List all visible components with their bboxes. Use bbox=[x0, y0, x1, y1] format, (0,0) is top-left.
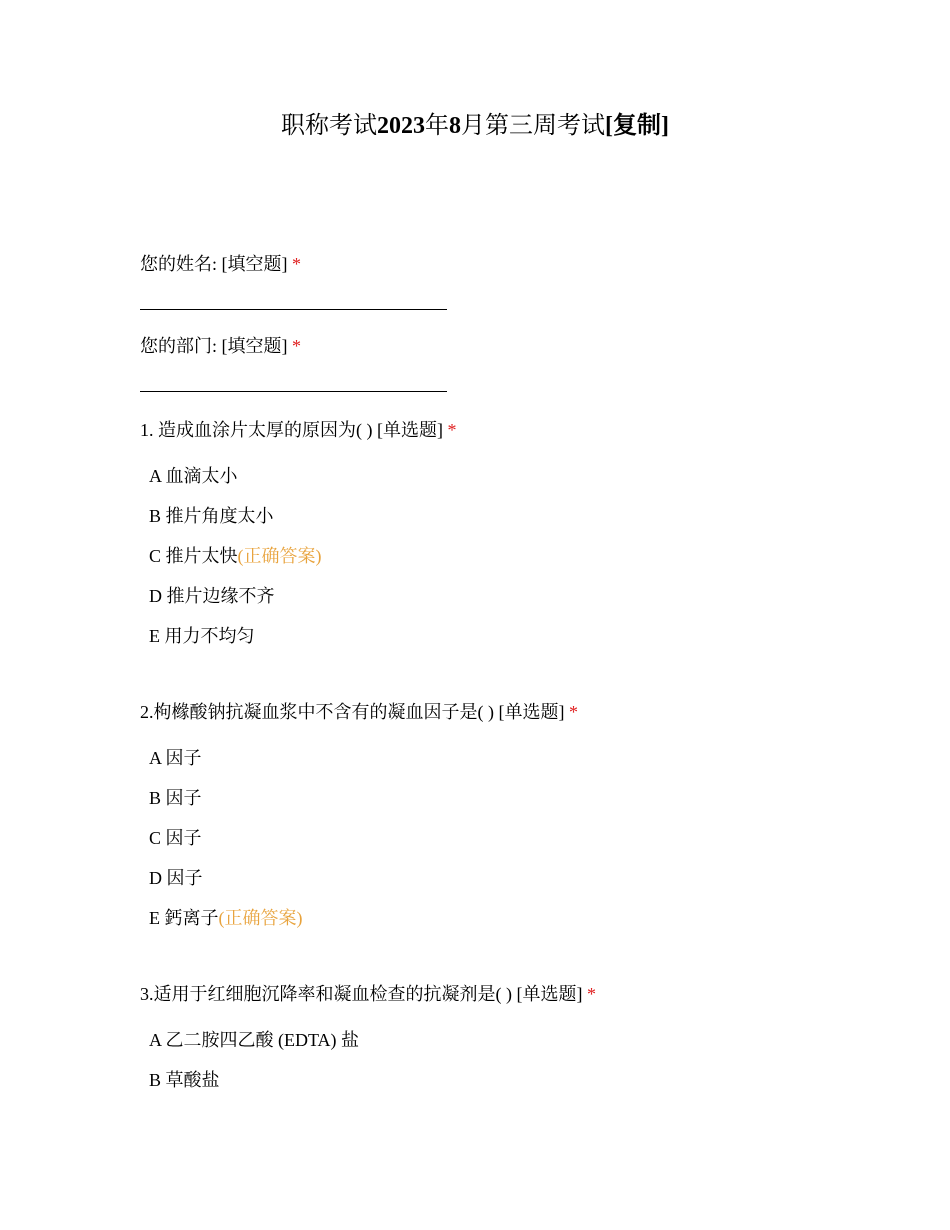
title-month: 8 bbox=[449, 113, 461, 139]
question-type: [填空题] bbox=[221, 254, 288, 274]
option-text: 推片太快 bbox=[165, 546, 238, 566]
q2-option-d[interactable] bbox=[140, 864, 900, 892]
option-text: 用力不均匀 bbox=[164, 626, 255, 646]
option-text: 鈣离子 bbox=[164, 908, 219, 928]
option-text: 因子 bbox=[165, 828, 202, 848]
option-text: 因子 bbox=[165, 748, 202, 768]
required-mark: * bbox=[587, 984, 596, 1004]
question-type: [单选题] bbox=[516, 984, 583, 1004]
question-type: [单选题] bbox=[377, 420, 443, 440]
option-letter: B bbox=[149, 788, 162, 808]
option-text: 因子 bbox=[166, 868, 203, 888]
question-type: [填空题] bbox=[221, 336, 288, 356]
q3-option-a[interactable] bbox=[140, 1026, 900, 1054]
option-letter: A bbox=[149, 1030, 162, 1050]
option-letter: E bbox=[149, 626, 160, 646]
question-text: 1. 造成血涂片太厚的原因为( ) bbox=[140, 420, 373, 440]
option-letter: D bbox=[149, 868, 162, 888]
option-letter: A bbox=[149, 466, 162, 486]
question-3 bbox=[140, 980, 900, 1008]
required-mark: * bbox=[569, 702, 578, 722]
option-text: 血滴太小 bbox=[165, 466, 238, 486]
question-1 bbox=[140, 416, 900, 444]
correct-answer-label: (正确答案) bbox=[237, 546, 322, 566]
q2-option-b[interactable] bbox=[140, 784, 900, 812]
q2-option-c[interactable] bbox=[140, 824, 900, 852]
question-text: 2.枸橼酸钠抗凝血浆中不含有的凝血因子是( ) bbox=[140, 702, 494, 722]
q2-option-a[interactable] bbox=[140, 744, 900, 772]
title-text-3: 月第三周考试 bbox=[461, 113, 605, 139]
title-text-2: 年 bbox=[425, 113, 449, 139]
required-mark: * bbox=[292, 254, 302, 274]
option-letter: D bbox=[149, 586, 162, 606]
option-text: 乙二胺四乙酸 (EDTA) 盐 bbox=[165, 1030, 360, 1050]
option-text: 推片边缘不齐 bbox=[166, 586, 275, 606]
question-type: [单选题] bbox=[498, 702, 565, 722]
title-year: 2023 bbox=[377, 113, 425, 139]
option-letter: E bbox=[149, 908, 160, 928]
q3-option-b[interactable] bbox=[140, 1066, 900, 1094]
required-mark: * bbox=[292, 336, 302, 356]
option-letter: B bbox=[149, 506, 162, 526]
q2-option-e[interactable] bbox=[140, 904, 900, 932]
required-mark: * bbox=[447, 420, 457, 440]
q1-option-d[interactable] bbox=[140, 582, 900, 610]
title-text-1: 职称考试 bbox=[281, 113, 377, 139]
correct-answer-label: (正确答案) bbox=[218, 908, 303, 928]
question-text: 3.适用于红细胞沉降率和凝血检查的抗凝剂是( ) bbox=[140, 984, 512, 1004]
option-text: 推片角度太小 bbox=[165, 506, 274, 526]
q1-option-c[interactable] bbox=[140, 542, 900, 570]
title-suffix: [复制] bbox=[605, 113, 669, 139]
option-letter: B bbox=[149, 1070, 162, 1090]
department-label: 您的部门: bbox=[140, 336, 218, 356]
survey-content bbox=[140, 250, 900, 1094]
option-letter: A bbox=[149, 748, 162, 768]
option-letter: C bbox=[149, 546, 162, 566]
name-label: 您的姓名: bbox=[140, 254, 218, 274]
q1-option-a[interactable] bbox=[140, 462, 900, 490]
name-question bbox=[140, 250, 900, 278]
q1-option-b[interactable] bbox=[140, 502, 900, 530]
page-title bbox=[0, 110, 950, 142]
option-text: 草酸盐 bbox=[165, 1070, 220, 1090]
option-letter: C bbox=[149, 828, 162, 848]
question-2 bbox=[140, 698, 900, 726]
department-question bbox=[140, 332, 900, 360]
q1-option-e[interactable] bbox=[140, 622, 900, 650]
option-text: 因子 bbox=[165, 788, 202, 808]
